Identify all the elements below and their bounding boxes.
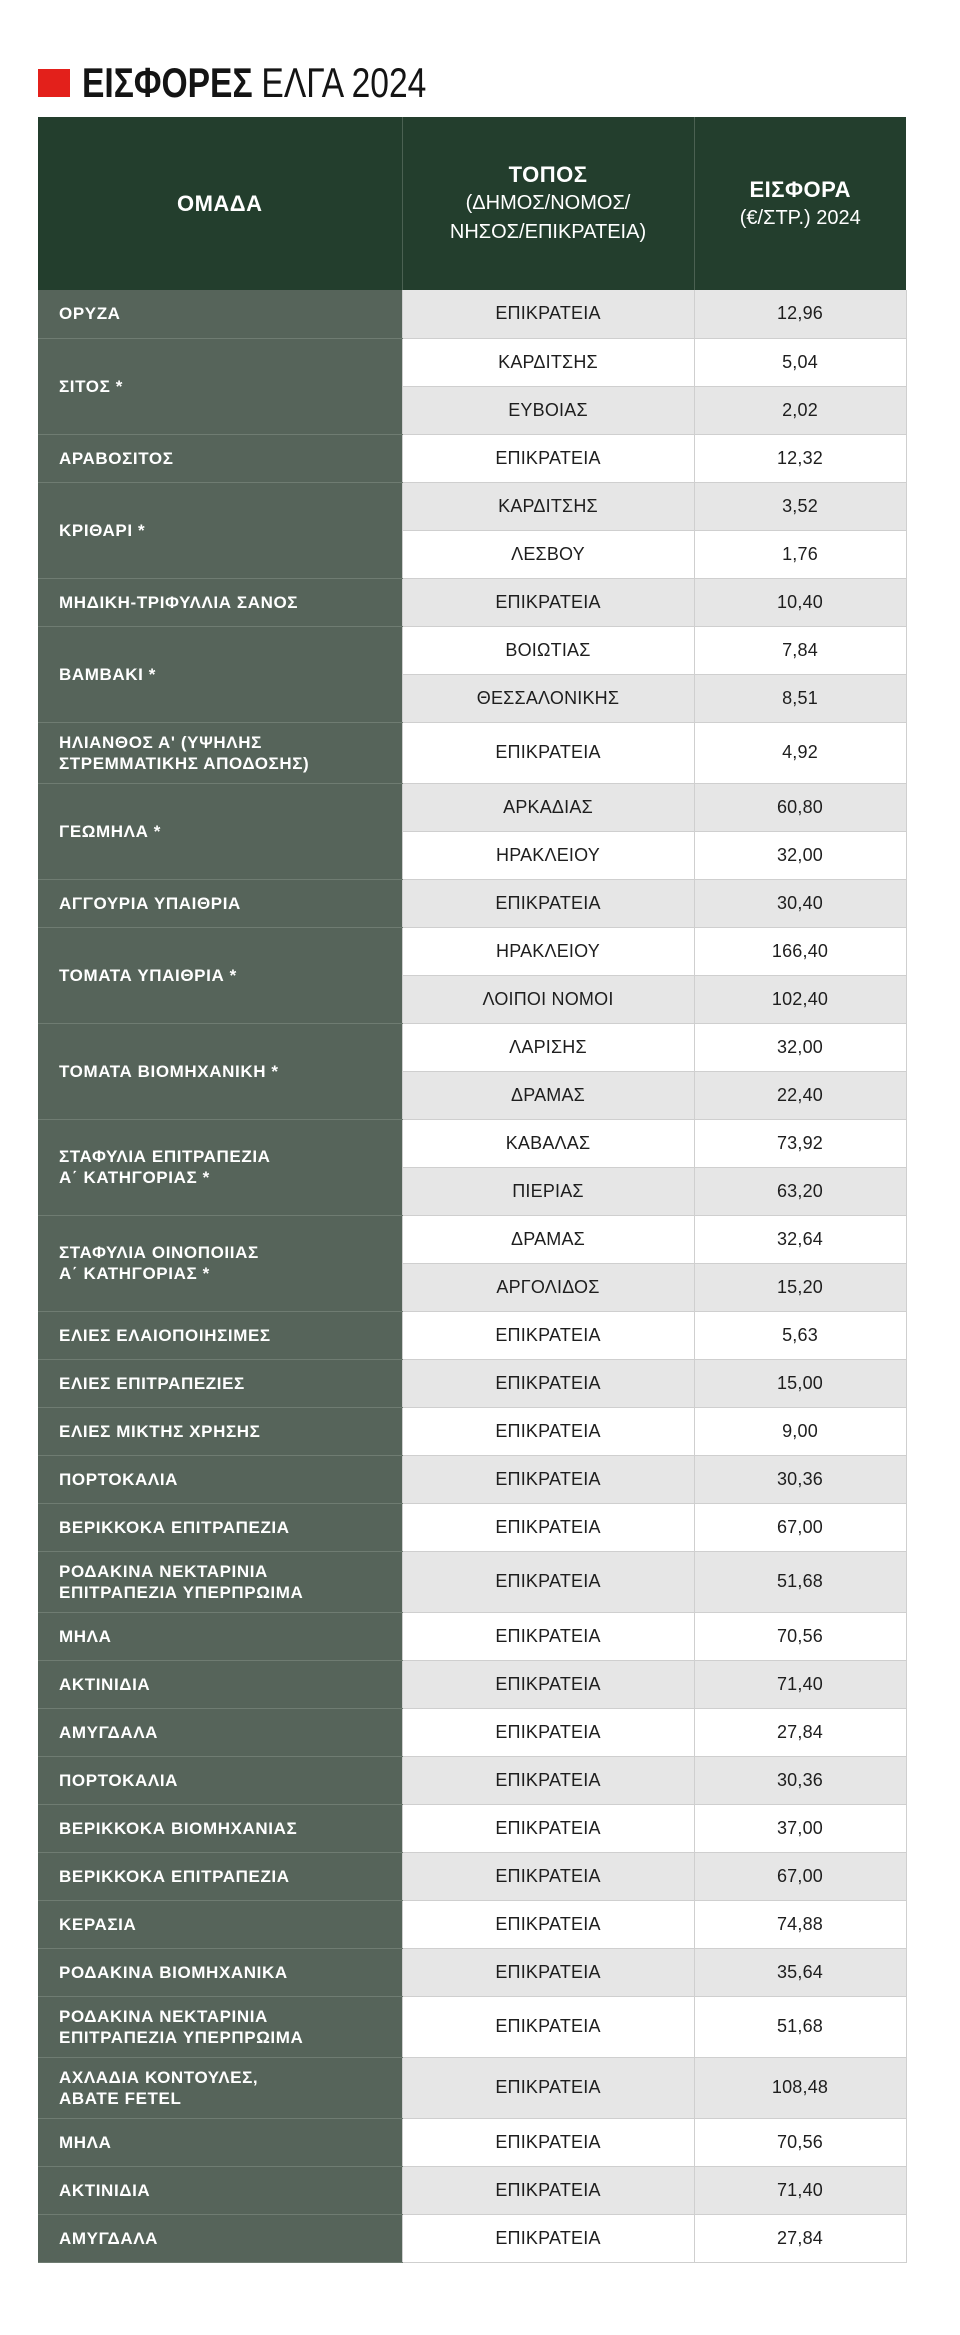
place-cell: ΛΟΙΠΟΙ ΝΟΜΟΙ [402,975,694,1023]
group-name-cell: ΜΗΛΑ [38,2118,402,2166]
table-row [38,2057,906,2118]
contribution-value-cell: 27,84 [694,2214,906,2262]
column-header-contribution [694,117,906,290]
column-header-contribution-title: ΕΙΣΦΟΡΑ [749,176,852,202]
contribution-value-cell: 30,36 [694,1455,906,1503]
place-cell: ΕΥΒΟΙΑΣ [402,386,694,434]
column-header-place-title: ΤΟΠΟΣ [508,162,588,187]
place-cell: ΚΑΒΑΛΑΣ [402,1119,694,1167]
table-row [38,1948,906,1996]
contribution-value-cell: 71,40 [694,2166,906,2214]
place-cell: ΕΠΙΚΡΑΤΕΙΑ [402,1660,694,1708]
group-name-cell: ΡΟΔΑΚΙΝΑ ΝΕΚΤΑΡΙΝΙΑ ΕΠΙΤΡΑΠΕΖΙΑ ΥΠΕΡΠΡΩΙΜΑ [38,1551,402,1612]
group-name-cell: ΗΛΙΑΝΘΟΣ Α' (ΥΨΗΛΗΣ ΣΤΡΕΜΜΑΤΙΚΗΣ ΑΠΟΔΟΣΗΣ) [38,722,402,783]
column-header-group-title: ΟΜΑΔΑ [176,191,263,216]
place-cell: ΕΠΙΚΡΑΤΕΙΑ [402,1311,694,1359]
contribution-value-cell: 9,00 [694,1407,906,1455]
header-row [38,117,906,290]
place-cell: ΔΡΑΜΑΣ [402,1215,694,1263]
contribution-value-cell: 32,00 [694,831,906,879]
group-name-cell: ΣΤΑΦΥΛΙΑ ΕΠΙΤΡΑΠΕΖΙΑ Α΄ ΚΑΤΗΓΟΡΙΑΣ * [38,1119,402,1215]
group-name-cell: ΒΕΡΙΚΚΟΚΑ ΕΠΙΤΡΑΠΕΖΙΑ [38,1852,402,1900]
table-row [38,1119,906,1167]
table-row [38,1900,906,1948]
place-cell: ΒΟΙΩΤΙΑΣ [402,626,694,674]
table-row [38,1311,906,1359]
column-header-group [38,117,402,290]
title [38,59,512,106]
place-cell: ΕΠΙΚΡΑΤΕΙΑ [402,1359,694,1407]
place-cell: ΘΕΣΣΑΛΟΝΙΚΗΣ [402,674,694,722]
place-cell: ΕΠΙΚΡΑΤΕΙΑ [402,578,694,626]
contribution-value-cell: 30,40 [694,879,906,927]
table-row [38,1503,906,1551]
contribution-value-cell: 8,51 [694,674,906,722]
column-header-place-subtitle: (ΔΗΜΟΣ/ΝΟΜΟΣ/ ΝΗΣΟΣ/ΕΠΙΚΡΑΤΕΙΑ) [449,192,647,243]
contribution-value-cell: 166,40 [694,927,906,975]
table-row [38,1612,906,1660]
contribution-value-cell: 10,40 [694,578,906,626]
table-row [38,879,906,927]
place-cell: ΕΠΙΚΡΑΤΕΙΑ [402,2166,694,2214]
group-name-cell: ΚΕΡΑΣΙΑ [38,1900,402,1948]
table-row [38,927,906,975]
group-name-cell: ΣΙΤΟΣ * [38,338,402,434]
contribution-value-cell: 12,32 [694,434,906,482]
place-cell: ΕΠΙΚΡΑΤΕΙΑ [402,434,694,482]
contribution-value-cell: 32,64 [694,1215,906,1263]
group-name-cell: ΣΤΑΦΥΛΙΑ ΟΙΝΟΠΟΙΙΑΣ Α΄ ΚΑΤΗΓΟΡΙΑΣ * [38,1215,402,1311]
red-square-marker [38,69,70,97]
contribution-value-cell: 74,88 [694,1900,906,1948]
contribution-value-cell: 27,84 [694,1708,906,1756]
place-cell: ΕΠΙΚΡΑΤΕΙΑ [402,1996,694,2057]
table-body [38,290,906,2262]
group-name-cell: ΜΗΛΑ [38,1612,402,1660]
place-cell: ΕΠΙΚΡΑΤΕΙΑ [402,1708,694,1756]
contribution-value-cell: 70,56 [694,2118,906,2166]
table-row [38,2214,906,2262]
group-name-cell: ΑΡΑΒΟΣΙΤΟΣ [38,434,402,482]
group-name-cell: ΟΡΥΖΑ [38,290,402,338]
group-name-cell: ΓΕΩΜΗΛΑ * [38,783,402,879]
place-cell: ΕΠΙΚΡΑΤΕΙΑ [402,1455,694,1503]
place-cell: ΕΠΙΚΡΑΤΕΙΑ [402,290,694,338]
table-row [38,1852,906,1900]
contribution-value-cell: 30,36 [694,1756,906,1804]
group-name-cell: ΜΗΔΙΚΗ-ΤΡΙΦΥΛΛΙΑ ΣΑΝΟΣ [38,578,402,626]
table-row [38,1804,906,1852]
title-regular: ΕΛΓΑ 2024 [261,59,427,106]
place-cell: ΚΑΡΔΙΤΣΗΣ [402,338,694,386]
group-name-cell: ΒΕΡΙΚΚΟΚΑ ΒΙΟΜΗΧΑΝΙΑΣ [38,1804,402,1852]
place-cell: ΚΑΡΔΙΤΣΗΣ [402,482,694,530]
table-row [38,290,906,338]
contribution-value-cell: 73,92 [694,1119,906,1167]
group-name-cell: ΠΟΡΤΟΚΑΛΙΑ [38,1756,402,1804]
group-name-cell: ΑΜΥΓΔΑΛΑ [38,2214,402,2262]
contribution-value-cell: 2,02 [694,386,906,434]
group-name-cell: ΑΓΓΟΥΡΙΑ ΥΠΑΙΘΡΙΑ [38,879,402,927]
contribution-value-cell: 15,20 [694,1263,906,1311]
place-cell: ΛΑΡΙΣΗΣ [402,1023,694,1071]
group-name-cell: ΤΟΜΑΤΑ ΥΠΑΙΘΡΙΑ * [38,927,402,1023]
contributions-table [38,117,907,2263]
column-header-place [402,117,694,290]
group-name-cell: ΒΕΡΙΚΚΟΚΑ ΕΠΙΤΡΑΠΕΖΙΑ [38,1503,402,1551]
table-row [38,578,906,626]
contribution-value-cell: 7,84 [694,626,906,674]
contribution-value-cell: 22,40 [694,1071,906,1119]
table-row [38,1756,906,1804]
place-cell: ΕΠΙΚΡΑΤΕΙΑ [402,1503,694,1551]
group-name-cell: ΚΡΙΘΑΡΙ * [38,482,402,578]
contribution-value-cell: 4,92 [694,722,906,783]
table-row [38,1359,906,1407]
table-row [38,2118,906,2166]
contribution-value-cell: 3,52 [694,482,906,530]
place-cell: ΕΠΙΚΡΑΤΕΙΑ [402,1852,694,1900]
contribution-value-cell: 1,76 [694,530,906,578]
table-row [38,1660,906,1708]
place-cell: ΕΠΙΚΡΑΤΕΙΑ [402,2057,694,2118]
group-name-cell: ΑΧΛΑΔΙΑ ΚΟΝΤΟΥΛΕΣ, ABATE FETEL [38,2057,402,2118]
contribution-value-cell: 15,00 [694,1359,906,1407]
group-name-cell: ΑΚΤΙΝΙΔΙΑ [38,2166,402,2214]
contribution-value-cell: 67,00 [694,1852,906,1900]
contribution-value-cell: 12,96 [694,290,906,338]
contribution-value-cell: 108,48 [694,2057,906,2118]
contribution-value-cell: 32,00 [694,1023,906,1071]
group-name-cell: ΒΑΜΒΑΚΙ * [38,626,402,722]
contribution-value-cell: 37,00 [694,1804,906,1852]
group-name-cell: ΕΛΙΕΣ ΜΙΚΤΗΣ ΧΡΗΣΗΣ [38,1407,402,1455]
group-name-cell: ΠΟΡΤΟΚΑΛΙΑ [38,1455,402,1503]
group-name-cell: ΑΜΥΓΔΑΛΑ [38,1708,402,1756]
place-cell: ΕΠΙΚΡΑΤΕΙΑ [402,1948,694,1996]
table-row [38,1996,906,2057]
table-row [38,626,906,674]
group-name-cell: ΡΟΔΑΚΙΝΑ ΝΕΚΤΑΡΙΝΙΑ ΕΠΙΤΡΑΠΕΖΙΑ ΥΠΕΡΠΡΩΙΜΑ [38,1996,402,2057]
group-name-cell: ΕΛΙΕΣ ΕΠΙΤΡΑΠΕΖΙΕΣ [38,1359,402,1407]
contribution-value-cell: 67,00 [694,1503,906,1551]
contribution-value-cell: 70,56 [694,1612,906,1660]
place-cell: ΕΠΙΚΡΑΤΕΙΑ [402,1756,694,1804]
place-cell: ΔΡΑΜΑΣ [402,1071,694,1119]
contribution-value-cell: 51,68 [694,1551,906,1612]
place-cell: ΠΙΕΡΙΑΣ [402,1167,694,1215]
place-cell: ΗΡΑΚΛΕΙΟΥ [402,831,694,879]
group-name-cell: ΤΟΜΑΤΑ ΒΙΟΜΗΧΑΝΙΚΗ * [38,1023,402,1119]
table-row [38,482,906,530]
table-header [38,117,906,290]
place-cell: ΕΠΙΚΡΑΤΕΙΑ [402,1804,694,1852]
contribution-value-cell: 102,40 [694,975,906,1023]
title-bold: ΕΙΣΦΟΡΕΣ [82,59,253,106]
contribution-value-cell: 5,63 [694,1311,906,1359]
group-name-cell: ΑΚΤΙΝΙΔΙΑ [38,1660,402,1708]
table-row [38,434,906,482]
contribution-value-cell: 5,04 [694,338,906,386]
place-cell: ΕΠΙΚΡΑΤΕΙΑ [402,1551,694,1612]
group-name-cell: ΕΛΙΕΣ ΕΛΑΙΟΠΟΙΗΣΙΜΕΣ [38,1311,402,1359]
place-cell: ΕΠΙΚΡΑΤΕΙΑ [402,1900,694,1948]
table-row [38,1215,906,1263]
table-row [38,783,906,831]
place-cell: ΑΡΓΟΛΙΔΟΣ [402,1263,694,1311]
group-name-cell: ΡΟΔΑΚΙΝΑ ΒΙΟΜΗΧΑΝΙΚΑ [38,1948,402,1996]
place-cell: ΗΡΑΚΛΕΙΟΥ [402,927,694,975]
table-row [38,722,906,783]
contribution-value-cell: 51,68 [694,1996,906,2057]
table-row [38,1708,906,1756]
table-row [38,1455,906,1503]
table-row [38,1407,906,1455]
place-cell: ΕΠΙΚΡΑΤΕΙΑ [402,2214,694,2262]
place-cell: ΕΠΙΚΡΑΤΕΙΑ [402,722,694,783]
place-cell: ΕΠΙΚΡΑΤΕΙΑ [402,1407,694,1455]
place-cell: ΕΠΙΚΡΑΤΕΙΑ [402,879,694,927]
title-text [82,59,427,106]
table-row [38,1023,906,1071]
column-header-contribution-subtitle: (€/ΣΤΡ.) 2024 [739,206,861,229]
place-cell: ΛΕΣΒΟΥ [402,530,694,578]
table-row [38,338,906,386]
contribution-value-cell: 71,40 [694,1660,906,1708]
table-row [38,1551,906,1612]
contribution-value-cell: 60,80 [694,783,906,831]
contribution-value-cell: 63,20 [694,1167,906,1215]
place-cell: ΕΠΙΚΡΑΤΕΙΑ [402,1612,694,1660]
contribution-value-cell: 35,64 [694,1948,906,1996]
place-cell: ΕΠΙΚΡΑΤΕΙΑ [402,2118,694,2166]
place-cell: ΑΡΚΑΔΙΑΣ [402,783,694,831]
table-row [38,2166,906,2214]
